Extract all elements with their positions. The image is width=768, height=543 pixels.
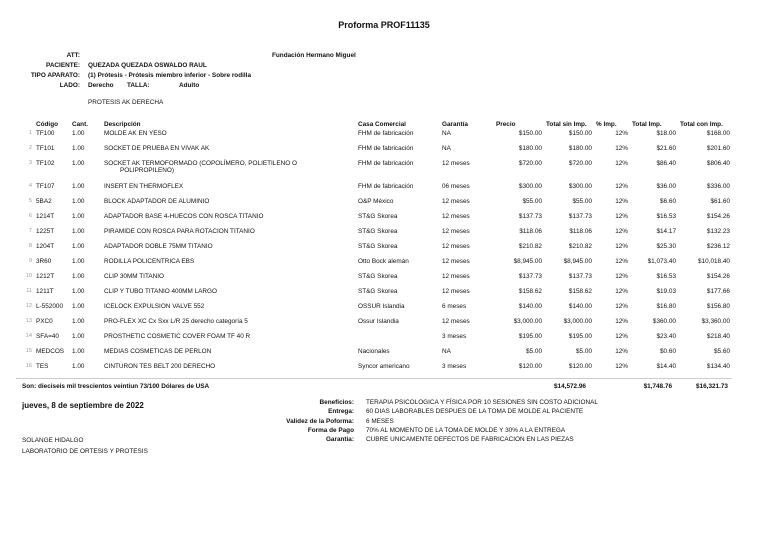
cell-desc xyxy=(102,318,356,333)
table-row xyxy=(16,288,732,303)
document-date: jueves, 8 de septiembre de 2022 xyxy=(22,401,144,410)
cell-sin-imp: $150.00 xyxy=(568,130,592,137)
cell-garantia: 12 meses xyxy=(442,198,470,205)
cell-desc xyxy=(102,288,356,303)
cell-casa: ST&G Skorea xyxy=(358,273,398,280)
cell-sin-imp: $195.00 xyxy=(568,333,592,340)
row-index: 3 xyxy=(28,160,32,166)
total-sin-imp: $14,572.96 xyxy=(554,383,586,390)
cell-codigo: 1204T xyxy=(36,243,55,250)
term-label: Beneficios: xyxy=(319,399,354,406)
term-label: Garantia: xyxy=(325,436,354,444)
cell-pct: 12% xyxy=(615,228,628,235)
cell-garantia: NA xyxy=(442,348,451,355)
col-descripcion: Descripción xyxy=(104,120,141,128)
totals-divider xyxy=(16,378,732,379)
cell-imp: $23.40 xyxy=(656,333,676,340)
foundation-name: Fundación Hermano Miguel xyxy=(272,52,356,59)
cell-casa: Syncor americano xyxy=(358,363,410,370)
cell-sin-imp: $55.00 xyxy=(572,198,592,205)
table-row xyxy=(16,183,732,198)
cell-con-imp: $10,018.40 xyxy=(698,258,730,265)
cell-sin-imp: $3,000.00 xyxy=(563,318,592,325)
cell-desc xyxy=(102,348,356,363)
cell-con-imp: $132.23 xyxy=(706,228,730,235)
cell-imp: $18.00 xyxy=(656,130,676,137)
cell-imp: $25.30 xyxy=(656,243,676,250)
cell-casa: FHM de fabricación xyxy=(358,145,414,152)
term-value: 70% AL MOMENTO DE LA TOMA DE MOLDE Y 30% A LA ENTREGA xyxy=(366,426,566,434)
cell-con-imp: $154.26 xyxy=(706,213,730,220)
cell-casa: FHM de fabricación xyxy=(358,130,414,137)
cell-garantia: 06 meses xyxy=(442,183,470,190)
att-label: ATT: xyxy=(66,52,80,59)
row-index: 15 xyxy=(25,348,32,354)
cell-cant: 1.00 xyxy=(72,333,85,340)
row-index: 4 xyxy=(28,183,32,189)
row-index: 2 xyxy=(28,145,32,151)
cell-imp: $16.80 xyxy=(656,303,676,310)
col-casa-comercial: Casa Comercial xyxy=(358,120,406,128)
cell-casa: ST&G Skorea xyxy=(358,243,398,250)
cell-cant: 1.00 xyxy=(72,318,85,325)
cell-sin-imp: $300.00 xyxy=(568,183,592,190)
cell-sin-imp: $137.73 xyxy=(568,273,592,280)
cell-garantia: 12 meses xyxy=(442,258,470,265)
col-pct-imp: % Imp. xyxy=(596,120,617,128)
cell-codigo: SFA=40 xyxy=(36,333,59,340)
row-index: 14 xyxy=(25,333,32,339)
cell-desc xyxy=(102,228,356,243)
cell-desc xyxy=(102,183,356,198)
row-index: 6 xyxy=(28,213,32,219)
description-text: PRO-FLEX XC Cx Sxx L/R 25 derecho categoría 5 xyxy=(104,318,248,325)
cell-precio: $300.00 xyxy=(518,183,542,190)
cell-precio: $150.00 xyxy=(518,130,542,137)
cell-codigo: 1214T xyxy=(36,213,55,220)
cell-desc xyxy=(102,198,356,213)
signer-name: SOLANGE HIDALGO xyxy=(22,437,84,444)
table-row xyxy=(16,160,732,183)
cell-codigo: L-552000 xyxy=(36,303,64,310)
cell-precio: $195.00 xyxy=(518,333,542,340)
amount-in-words: Son: dieciseis mil trescientos veintiun 73/100 Dólares de USA xyxy=(22,383,210,390)
term-label: Entrega: xyxy=(328,408,354,416)
cell-pct: 12% xyxy=(615,333,628,340)
table-row xyxy=(16,228,732,243)
col-garantia: Garantía xyxy=(442,120,468,128)
cell-imp: $14.17 xyxy=(656,228,676,235)
cell-precio: $120.00 xyxy=(518,363,542,370)
cell-cant: 1.00 xyxy=(72,145,85,152)
cell-con-imp: $806.40 xyxy=(706,160,730,167)
cell-imp: $360.00 xyxy=(652,318,676,325)
cell-con-imp: $134.40 xyxy=(706,363,730,370)
cell-desc xyxy=(102,363,356,378)
cell-casa xyxy=(356,333,440,348)
cell-precio: $55.00 xyxy=(522,198,542,205)
term-value: CUBRE UNICAMENTE DEFECTOS DE FABRICACION EN LAS PIEZAS xyxy=(366,436,574,444)
cell-codigo: TF101 xyxy=(36,145,55,152)
row-index: 7 xyxy=(28,228,32,234)
cell-casa: ST&G Skorea xyxy=(358,288,398,295)
cell-cant: 1.00 xyxy=(72,273,85,280)
lado-label: LADO: xyxy=(59,82,80,89)
cell-garantia: 12 meses xyxy=(442,160,470,167)
row-index: 5 xyxy=(28,198,32,204)
term-value: 60 DIAS LABORABLES DESPUES DE LA TOMA DE MOLDE AL PACIENTE xyxy=(366,408,584,416)
cell-cant: 1.00 xyxy=(72,303,85,310)
cell-casa: FHM de fabricación xyxy=(358,160,414,167)
table-row xyxy=(16,243,732,258)
cell-cant: 1.00 xyxy=(72,183,85,190)
cell-precio: $5.00 xyxy=(526,348,542,355)
cell-pct: 12% xyxy=(615,145,628,152)
cell-garantia: 3 meses xyxy=(442,363,467,370)
cell-sin-imp: $137.73 xyxy=(568,213,592,220)
cell-garantia: 12 meses xyxy=(442,318,470,325)
description-text: CLIP 30MM TITANIO xyxy=(104,273,165,280)
cell-garantia: 6 meses xyxy=(442,303,467,310)
cell-garantia: 12 meses xyxy=(442,288,470,295)
cell-desc xyxy=(102,333,356,348)
cell-pct: 12% xyxy=(615,258,628,265)
cell-desc xyxy=(102,303,356,318)
cell-casa: ST&G Skorea xyxy=(358,213,398,220)
cell-pct: 12% xyxy=(615,243,628,250)
term-value: 6 MESES xyxy=(366,417,394,425)
cell-sin-imp: $158.62 xyxy=(568,288,592,295)
cell-precio: $720.00 xyxy=(518,160,542,167)
cell-pct: 12% xyxy=(615,303,628,310)
cell-sin-imp: $140.00 xyxy=(568,303,592,310)
cell-casa: OSSUR Islandia xyxy=(358,303,405,310)
table-row xyxy=(16,130,732,145)
row-index: 8 xyxy=(28,243,32,249)
table-row xyxy=(16,145,732,160)
cell-sin-imp: $120.00 xyxy=(568,363,592,370)
cell-codigo: 1225T xyxy=(36,228,55,235)
cell-codigo: TES xyxy=(36,363,49,370)
cell-con-imp: $154.26 xyxy=(706,273,730,280)
cell-pct: 12% xyxy=(615,198,628,205)
description-text: PROSTHETIC COSMETIC COVER FOAM TF 40 R xyxy=(104,333,251,340)
items-table xyxy=(16,118,732,378)
cell-codigo: TF102 xyxy=(36,160,55,167)
description-text: SOCKET DE PRUEBA EN VIVAK AK xyxy=(104,145,210,152)
cell-imp: $16.53 xyxy=(656,213,676,220)
description-text: ADAPTADOR DOBLE 75MM TITANIO xyxy=(104,243,213,250)
cell-cant: 1.00 xyxy=(72,243,85,250)
cell-cant: 1.00 xyxy=(72,198,85,205)
row-index: 9 xyxy=(28,258,32,264)
cell-sin-imp: $720.00 xyxy=(568,160,592,167)
row-index: 13 xyxy=(25,318,32,324)
cell-imp: $1,073.40 xyxy=(647,258,676,265)
paciente-label: PACIENTE: xyxy=(46,62,80,69)
cell-garantia: 12 meses xyxy=(442,243,470,250)
cell-imp: $36.00 xyxy=(656,183,676,190)
cell-cant: 1.00 xyxy=(72,228,85,235)
description-text: ADAPTADOR BASE 4-HUECOS CON ROSCA TITANIO xyxy=(104,213,264,220)
col-codigo: Código xyxy=(36,120,59,128)
table-row xyxy=(16,333,732,348)
table-row xyxy=(16,213,732,228)
table-row xyxy=(16,273,732,288)
cell-con-imp: $218.40 xyxy=(706,333,730,340)
cell-con-imp: $236.12 xyxy=(706,243,730,250)
cell-codigo: 1211T xyxy=(36,288,54,295)
cell-pct: 12% xyxy=(615,363,628,370)
cell-con-imp: $61.60 xyxy=(710,198,730,205)
cell-cant: 1.00 xyxy=(72,130,85,137)
cell-con-imp: $5.60 xyxy=(714,348,730,355)
document-title: Proforma PROF11135 xyxy=(338,20,430,30)
cell-precio: $118.06 xyxy=(519,228,542,235)
cell-con-imp: $201.60 xyxy=(706,145,730,152)
description-text: CINTURON TES BELT 200 DERECHO xyxy=(104,363,216,370)
row-index: 10 xyxy=(25,273,32,279)
description-text: ICELOCK EXPULSION VALVE 552 xyxy=(104,303,205,310)
cell-codigo: 1212T xyxy=(36,273,55,280)
tipo-aparato-value: (1) Prótesis - Prótesis miembro inferior - Sobre rodilla xyxy=(88,72,251,79)
cell-precio: $8,945.00 xyxy=(513,258,542,265)
cell-cant: 1.00 xyxy=(72,213,85,220)
cell-cant: 1.00 xyxy=(72,348,85,355)
term-value: TERAPIA PSICOLOGICA Y FÍSICA POR 10 SESIONES SIN COSTO ADICIONAL xyxy=(366,399,598,406)
cell-casa: Otto Bock alemán xyxy=(358,258,409,265)
cell-precio: $210.82 xyxy=(518,243,542,250)
description-text: BLOCK ADAPTADOR DE ALUMINIO xyxy=(104,198,210,205)
cell-precio: $180.00 xyxy=(518,145,542,152)
cell-codigo: TF100 xyxy=(36,130,55,137)
table-row xyxy=(16,303,732,318)
cell-con-imp: $156.80 xyxy=(706,303,730,310)
cell-pct: 12% xyxy=(615,213,628,220)
cell-casa: FHM de fabricación xyxy=(358,183,414,190)
col-total-imp: Total Imp. xyxy=(632,120,662,128)
cell-imp: $21.60 xyxy=(656,145,676,152)
cell-desc xyxy=(102,160,356,183)
cell-cant: 1.00 xyxy=(72,288,85,295)
cell-cant: 1.00 xyxy=(72,363,85,370)
cell-pct: 12% xyxy=(615,183,628,190)
cell-codigo: PXC0 xyxy=(36,318,53,325)
talla-label: TALLA: xyxy=(127,82,150,89)
talla-value: Adulto xyxy=(179,82,200,89)
cell-codigo: 3R60 xyxy=(36,258,52,265)
row-index: 16 xyxy=(25,363,32,369)
total-con-imp: $16,321.73 xyxy=(696,383,728,390)
col-cant: Cant. xyxy=(72,120,88,128)
cell-sin-imp: $5.00 xyxy=(576,348,592,355)
cell-casa: O&P México xyxy=(358,198,394,205)
cell-sin-imp: $118.06 xyxy=(569,228,592,235)
row-index: 1 xyxy=(28,130,32,136)
cell-precio: $137.73 xyxy=(518,213,542,220)
cell-desc xyxy=(102,273,356,288)
table-row xyxy=(16,258,732,273)
cell-garantia: NA xyxy=(442,145,451,152)
lado-value: Derecho xyxy=(88,82,114,89)
cell-codigo: TF107 xyxy=(36,183,55,190)
cell-sin-imp: $180.00 xyxy=(568,145,592,152)
cell-pct: 12% xyxy=(615,160,628,167)
description-line: PROTESIS AK DERECHA xyxy=(88,99,164,106)
cell-con-imp: $177.66 xyxy=(706,288,730,295)
cell-casa: Ossur Islandia xyxy=(358,318,399,325)
cell-garantia: 12 meses xyxy=(442,228,470,235)
description-text: PIRAMIDE CON ROSCA PARA ROTACION TITANIO xyxy=(104,228,255,235)
term-label: Validez de la Poforma: xyxy=(286,417,354,425)
cell-garantia: 12 meses xyxy=(442,273,470,280)
cell-cant: 1.00 xyxy=(72,160,85,167)
cell-imp: $14.40 xyxy=(656,363,676,370)
cell-garantia: 12 meses xyxy=(442,213,470,220)
cell-imp: $86.40 xyxy=(656,160,676,167)
cell-desc xyxy=(102,145,356,160)
cell-cant: 1.00 xyxy=(72,258,85,265)
cell-precio: $140.00 xyxy=(518,303,542,310)
cell-pct: 12% xyxy=(615,288,628,295)
col-total-sin-imp: Total sin Imp. xyxy=(546,120,587,128)
cell-sin-imp: $8,945.00 xyxy=(563,258,592,265)
cell-con-imp: $3,360.00 xyxy=(701,318,730,325)
cell-codigo: 5BA2 xyxy=(36,198,52,205)
cell-imp: $16.53 xyxy=(656,273,676,280)
description-text: SOCKET AK TERMOFORMADO (COPOLÍMERO, POLIETILENO O xyxy=(104,160,297,167)
table-row xyxy=(16,363,732,378)
col-precio: Precio xyxy=(496,120,516,128)
cell-desc xyxy=(102,243,356,258)
tipo-aparato-label: TIPO APARATO: xyxy=(30,72,80,79)
description-text: INSERT EN THERMOFLEX xyxy=(104,183,184,190)
col-total-con-imp: Total con Imp. xyxy=(680,120,723,128)
table-row xyxy=(16,348,732,363)
cell-pct: 12% xyxy=(615,318,628,325)
cell-imp: $6.60 xyxy=(660,198,676,205)
signer-org: LABORATORIO DE ORTESIS Y PROTESIS xyxy=(22,448,148,455)
cell-pct: 12% xyxy=(615,348,628,355)
cell-con-imp: $336.00 xyxy=(706,183,730,190)
cell-codigo: MEDCOS xyxy=(36,348,65,355)
description-text-cont: POLIPROPILENO) xyxy=(120,167,174,174)
description-text: MOLDE AK EN YESO xyxy=(104,130,167,137)
total-imp: $1,748.76 xyxy=(643,383,672,390)
table-row xyxy=(16,198,732,213)
cell-casa: Nacionales xyxy=(358,348,390,355)
paciente-value: QUEZADA QUEZADA OSWALDO RAUL xyxy=(88,62,207,69)
row-index: 12 xyxy=(25,303,32,309)
cell-sin-imp: $210.82 xyxy=(568,243,592,250)
description-text: MEDIAS COSMETICAS DE PERLON xyxy=(104,348,212,355)
cell-imp: $0.60 xyxy=(660,348,676,355)
cell-con-imp: $168.00 xyxy=(706,130,730,137)
cell-desc xyxy=(102,130,356,145)
description-text: RODILLA POLICENTRICA EBS xyxy=(104,258,195,265)
row-index: 11 xyxy=(26,288,32,294)
cell-desc xyxy=(102,213,356,228)
cell-garantia: 3 meses xyxy=(442,333,467,340)
cell-imp: $19.03 xyxy=(656,288,676,295)
cell-pct: 12% xyxy=(615,130,628,137)
table-row xyxy=(16,318,732,333)
cell-precio: $137.73 xyxy=(518,273,542,280)
cell-precio: $3,000.00 xyxy=(513,318,542,325)
cell-casa: ST&G Skorea xyxy=(358,228,398,235)
term-label: Forma de Pago xyxy=(307,426,354,434)
cell-garantia: NA xyxy=(442,130,451,137)
description-text: CLIP Y TUBO TITANIO 400MM LARGO xyxy=(104,288,217,295)
table-header-row xyxy=(16,118,732,130)
cell-desc xyxy=(102,258,356,273)
cell-pct: 12% xyxy=(615,273,628,280)
cell-precio: $158.62 xyxy=(518,288,542,295)
